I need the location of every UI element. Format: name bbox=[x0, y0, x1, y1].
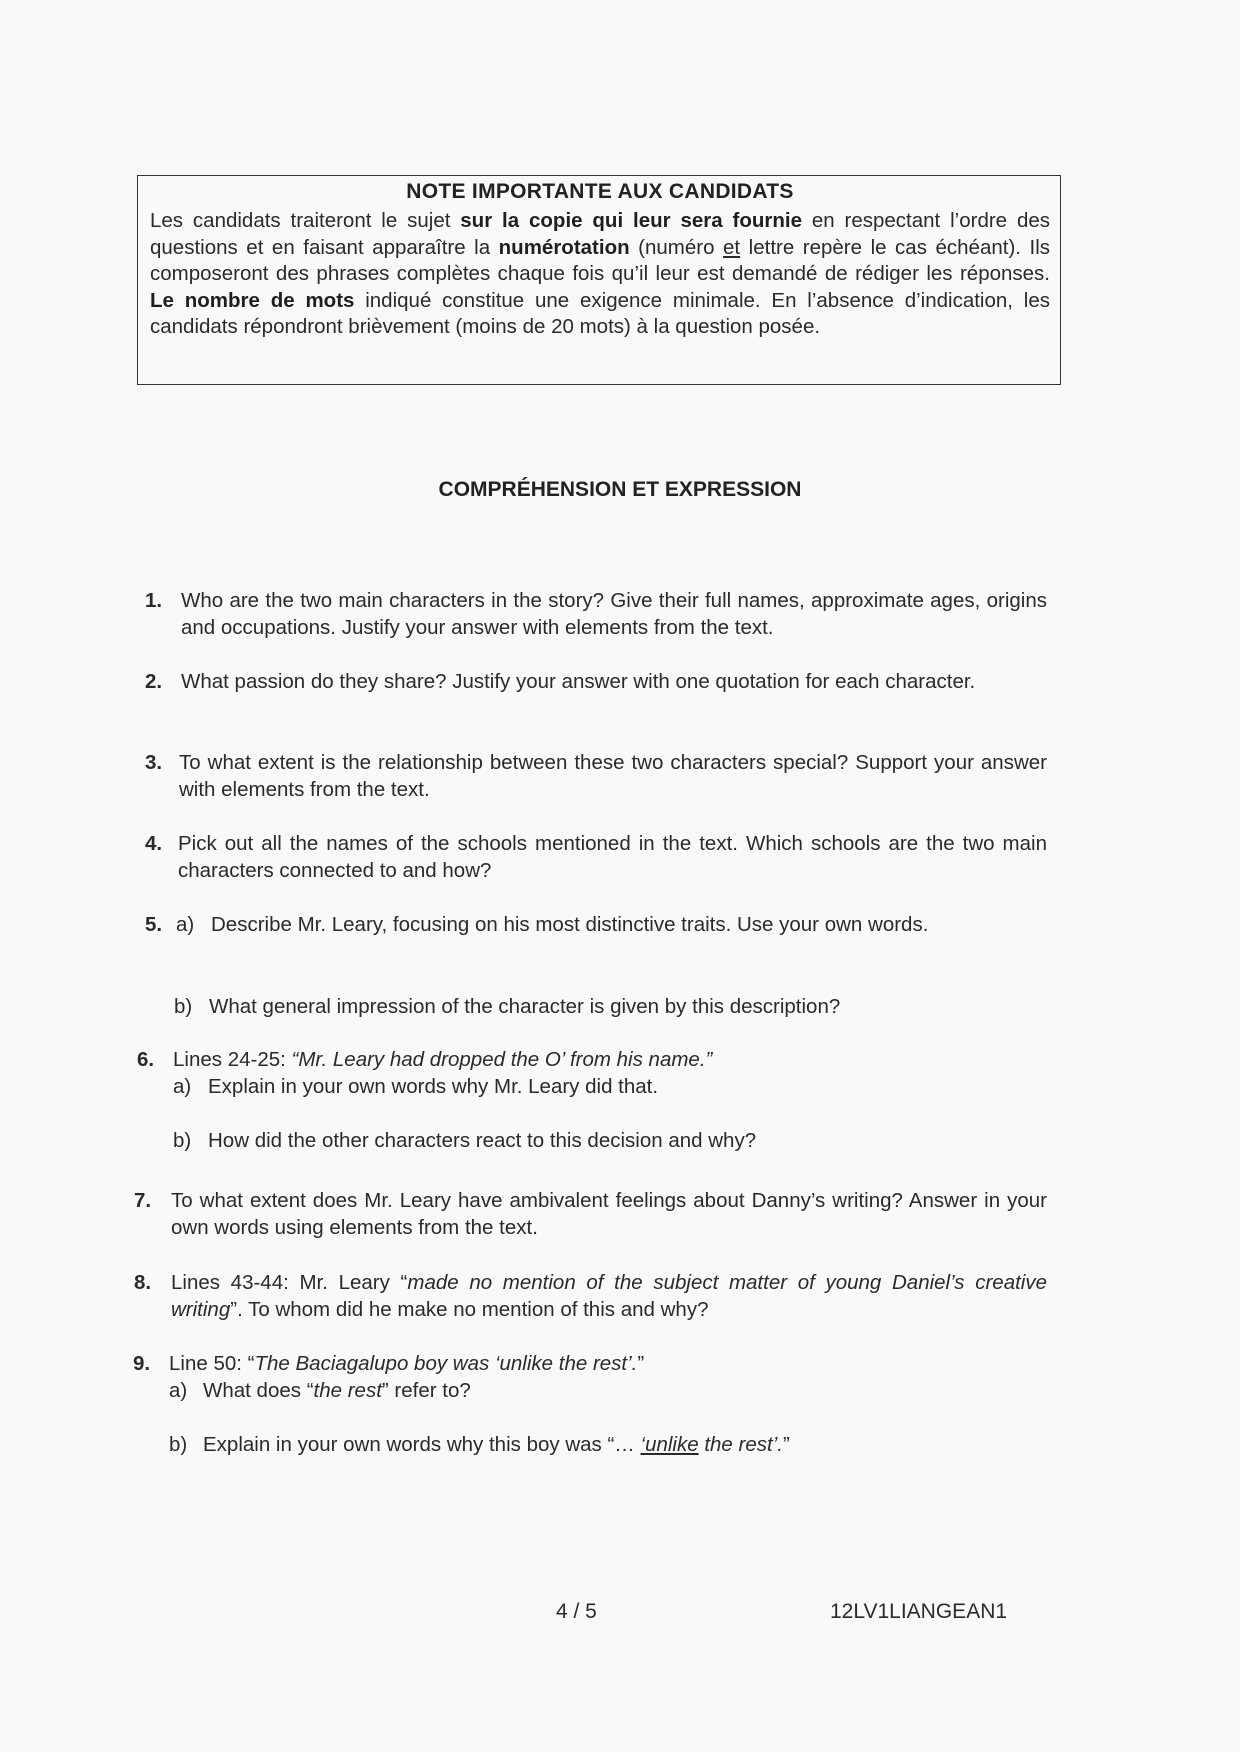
subquestion-label: a) bbox=[173, 1075, 192, 1098]
subquestion-label: a) bbox=[176, 913, 195, 936]
question-number: 3. bbox=[145, 751, 163, 774]
question-text: Lines 43-44: Mr. Leary “made no mention of the subject matter of young Daniel’s creative writing”. To whom did he make no mention of this and why? bbox=[171, 1271, 1047, 1321]
question-8 bbox=[134, 1270, 1047, 1323]
question-text: To what extent does Mr. Leary have ambivalent feelings about Danny’s writing? Answer in your own words using elements from the text. bbox=[171, 1189, 1047, 1239]
question-text: To what extent is the relationship between these two characters special? Support your answer with elements from the text. bbox=[179, 751, 1047, 801]
question-6 bbox=[137, 1047, 1047, 1167]
question-1 bbox=[145, 588, 1047, 641]
question-text: Who are the two main characters in the story? Give their full names, approximate ages, origins and occupations. Justify your answer with elements from the text. bbox=[181, 589, 1047, 639]
important-note-box bbox=[137, 175, 1061, 385]
question-number: 8. bbox=[134, 1271, 152, 1294]
question-number: 7. bbox=[134, 1189, 152, 1212]
subquestion-label: a) bbox=[169, 1379, 188, 1402]
note-title: NOTE IMPORTANTE AUX CANDIDATS bbox=[406, 180, 794, 203]
subquestion-text: How did the other characters react to this decision and why? bbox=[208, 1129, 757, 1152]
exam-code: 12LV1LIANGEAN1 bbox=[830, 1600, 1008, 1623]
subquestion-text: Explain in your own words why Mr. Leary did that. bbox=[208, 1075, 659, 1098]
question-7 bbox=[134, 1188, 1047, 1241]
question-text: Line 50: “The Baciagalupo boy was ‘unlike the rest’.” bbox=[169, 1352, 645, 1375]
subquestion-text: What does “the rest” refer to? bbox=[203, 1379, 471, 1402]
question-number: 4. bbox=[145, 832, 163, 855]
question-3 bbox=[145, 750, 1047, 803]
question-number: 6. bbox=[137, 1048, 155, 1071]
question-number: 9. bbox=[133, 1352, 151, 1375]
question-2 bbox=[145, 669, 1047, 696]
subquestion-label: b) bbox=[174, 995, 193, 1018]
question-number: 5. bbox=[145, 913, 163, 936]
question-number: 2. bbox=[145, 670, 163, 693]
question-number: 1. bbox=[145, 589, 163, 612]
question-9 bbox=[133, 1351, 1047, 1461]
subquestion-text: What general impression of the character is given by this description? bbox=[209, 995, 841, 1018]
question-text: Lines 24-25: “Mr. Leary had dropped the O’ from his name.” bbox=[173, 1048, 713, 1071]
question-4 bbox=[145, 831, 1047, 884]
subquestion-label: b) bbox=[169, 1433, 188, 1456]
question-5 bbox=[145, 912, 1047, 1032]
page-number: 4 / 5 bbox=[556, 1600, 597, 1623]
subquestion-text: Describe Mr. Leary, focusing on his most distinctive traits. Use your own words. bbox=[211, 913, 929, 936]
subquestion-label: b) bbox=[173, 1129, 192, 1152]
section-title: COMPRÉHENSION ET EXPRESSION bbox=[438, 478, 802, 501]
question-text: What passion do they share? Justify your answer with one quotation for each character. bbox=[181, 670, 976, 693]
question-text: Pick out all the names of the schools mentioned in the text. Which schools are the two main characters connected to and how? bbox=[178, 832, 1047, 882]
subquestion-text: Explain in your own words why this boy was “… ‘unlike the rest’.” bbox=[203, 1433, 790, 1456]
note-text: Les candidats traiteront le sujet sur la copie qui leur sera fournie en respectant l’ordre des questions et en faisant apparaître la numérotation (numéro et lettre repère le cas échéant). Ils composeront des phrases complètes chaque fois qu’il leur est demandé de rédiger les réponses. Le nombre de mots indiqué constitue une exigence minimale. En l’absence d’indication, les candidats répondront brièvement (moins de 20 mots) à la question posée. bbox=[150, 209, 1050, 338]
